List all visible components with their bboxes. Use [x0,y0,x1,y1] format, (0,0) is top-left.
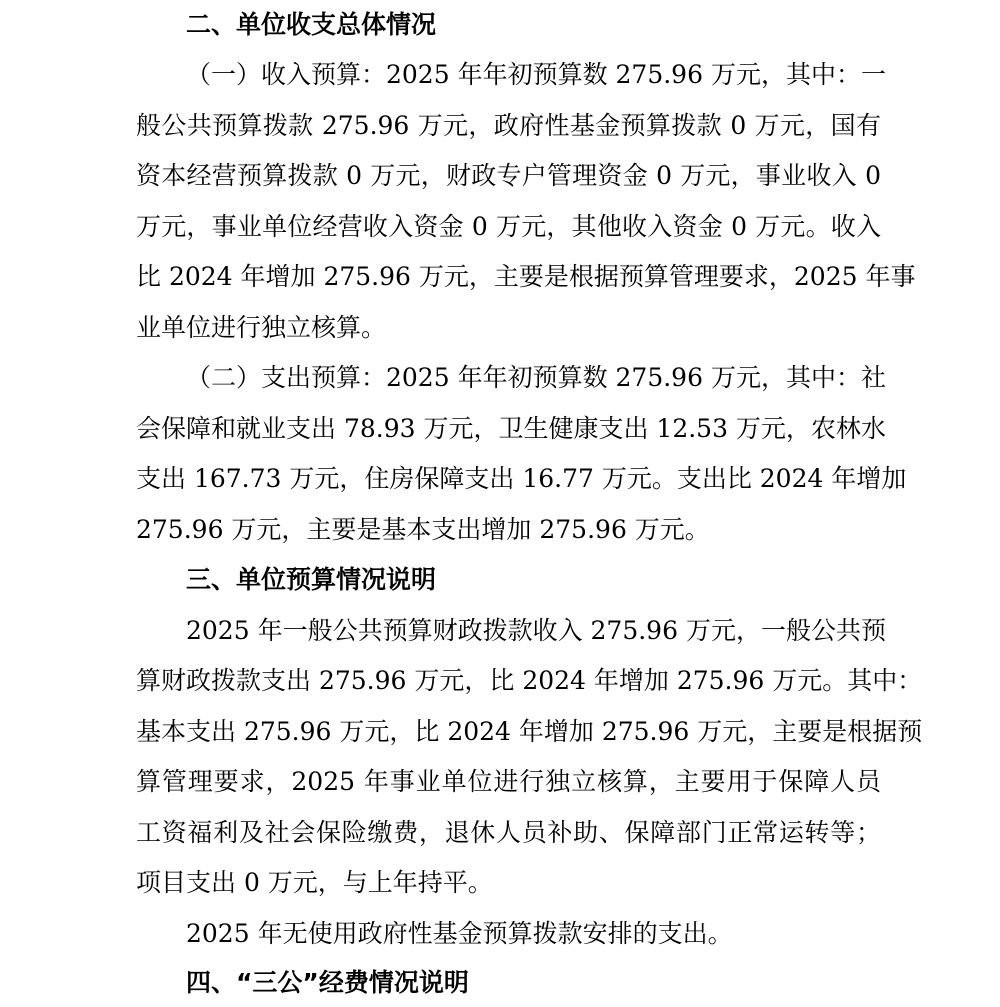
paragraph-line: 般公共预算拨款 275.96 万元，政府性基金预算拨款 0 万元，国有 [136,111,881,140]
paragraph-line: 工资福利及社会保险缴费，退休人员补助、保障部门正常运转等； [136,818,881,847]
paragraph-line: 基本支出 275.96 万元，比 2024 年增加 275.96 万元，主要是根据预 [136,717,923,746]
paragraph-line: 支出 167.73 万元，住房保障支出 16.77 万元。支出比 2024 年增加 [136,464,907,493]
paragraph-line: 比 2024 年增加 275.96 万元，主要是根据预算管理要求，2025 年事 [136,262,916,291]
paragraph-line: 业单位进行独立核算。 [136,313,387,342]
paragraph-line: 算管理要求，2025 年事业单位进行独立核算，主要用于保障人员 [136,767,881,796]
paragraph-line: （一）收入预算：2025 年年初预算数 275.96 万元，其中：一 [186,60,886,89]
section-heading-4: 四、“三公”经费情况说明 [186,968,469,997]
paragraph-line: 算财政拨款支出 275.96 万元，比 2024 年增加 275.96 万元。其中： [136,666,923,695]
paragraph-line: 会保障和就业支出 78.93 万元，卫生健康支出 12.53 万元，农林水 [136,414,886,443]
section-heading-2: 二、单位收支总体情况 [186,10,437,39]
paragraph-line: 275.96 万元，主要是基本支出增加 275.96 万元。 [136,515,710,544]
paragraph-line: 2025 年一般公共预算财政拨款收入 275.96 万元，一般公共预 [186,616,886,645]
paragraph-line: （二）支出预算：2025 年年初预算数 275.96 万元，其中：社 [186,363,886,392]
section-heading-3: 三、单位预算情况说明 [186,565,437,594]
paragraph-line: 资本经营预算拨款 0 万元，财政专户管理资金 0 万元，事业收入 0 [136,161,881,190]
paragraph-line: 项目支出 0 万元，与上年持平。 [136,868,493,897]
fund-budget-paragraph: 2025 年无使用政府性基金预算拨款安排的支出。 [186,919,733,948]
paragraph-line: 万元，事业单位经营收入资金 0 万元，其他收入资金 0 万元。收入 [136,212,881,241]
